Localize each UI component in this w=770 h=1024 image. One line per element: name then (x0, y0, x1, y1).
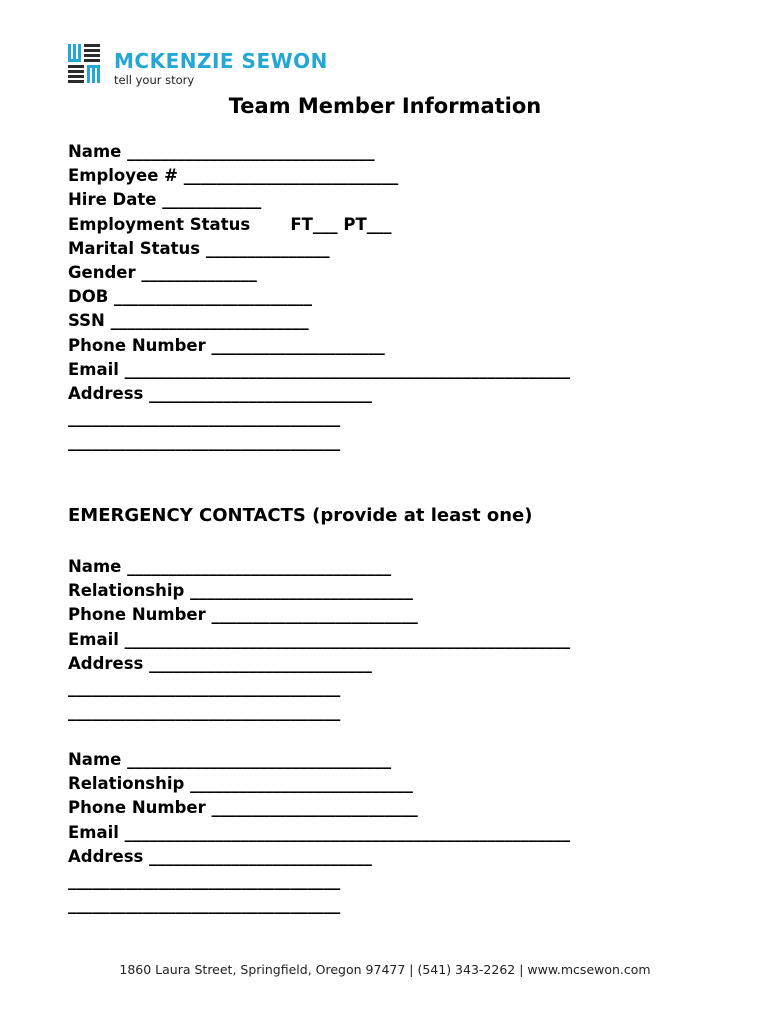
contact-email-field[interactable]: Email ______________________________________________________ (68, 629, 571, 649)
contact-address-line-2[interactable]: _________________________________ (68, 677, 341, 697)
contact-address-line-3[interactable]: _________________________________ (68, 895, 341, 915)
contact-relationship-field[interactable]: Relationship ___________________________ (68, 581, 413, 601)
address-line-3[interactable]: _________________________________ (68, 432, 341, 452)
marital-status-field[interactable]: Marital Status _______________ (68, 238, 330, 258)
contact-address-field[interactable]: Address ___________________________ (68, 653, 372, 673)
emergency-contact-2 (68, 748, 570, 917)
brand-name: MCKENZIE SEWON (114, 49, 328, 73)
address-field[interactable]: Address ___________________________ (68, 383, 372, 403)
employee-number-field[interactable]: Employee # __________________________ (68, 166, 399, 186)
contact-name-field[interactable]: Name ________________________________ (68, 750, 392, 769)
name-field[interactable]: Name ______________________________ (68, 142, 375, 161)
member-fields (68, 140, 570, 454)
footer-address: 1860 Laura Street, Springfield, Oregon 97477 | (541) 343-2262 | www.mcsewon.com (119, 962, 651, 977)
hire-date-field[interactable]: Hire Date ____________ (68, 190, 262, 210)
employment-status-field[interactable]: Employment Status FT___ PT___ (68, 214, 392, 234)
contact-address-field[interactable]: Address ___________________________ (68, 846, 372, 866)
company-logo (68, 44, 328, 90)
page-title: Team Member Information (228, 94, 542, 118)
emergency-contacts-heading: EMERGENCY CONTACTS (provide at least one) (68, 505, 533, 526)
emergency-contact-1 (68, 555, 570, 724)
contact-address-line-3[interactable]: _________________________________ (68, 702, 341, 722)
email-field[interactable]: Email ______________________________________________________ (68, 359, 571, 379)
phone-number-field[interactable]: Phone Number _____________________ (68, 335, 385, 355)
address-line-2[interactable]: _________________________________ (68, 408, 341, 428)
contact-email-field[interactable]: Email ______________________________________________________ (68, 822, 571, 842)
contact-address-line-2[interactable]: _________________________________ (68, 870, 341, 890)
contact-phone-field[interactable]: Phone Number _________________________ (68, 605, 418, 625)
brand-tagline: tell your story (114, 73, 195, 87)
ssn-field[interactable]: SSN ________________________ (68, 311, 309, 331)
gender-field[interactable]: Gender ______________ (68, 262, 257, 282)
contact-name-field[interactable]: Name ________________________________ (68, 557, 392, 576)
contact-phone-field[interactable]: Phone Number _________________________ (68, 798, 418, 818)
dob-field[interactable]: DOB ________________________ (68, 287, 313, 307)
mcsewon-logo-icon (68, 44, 108, 90)
contact-relationship-field[interactable]: Relationship ___________________________ (68, 774, 413, 794)
